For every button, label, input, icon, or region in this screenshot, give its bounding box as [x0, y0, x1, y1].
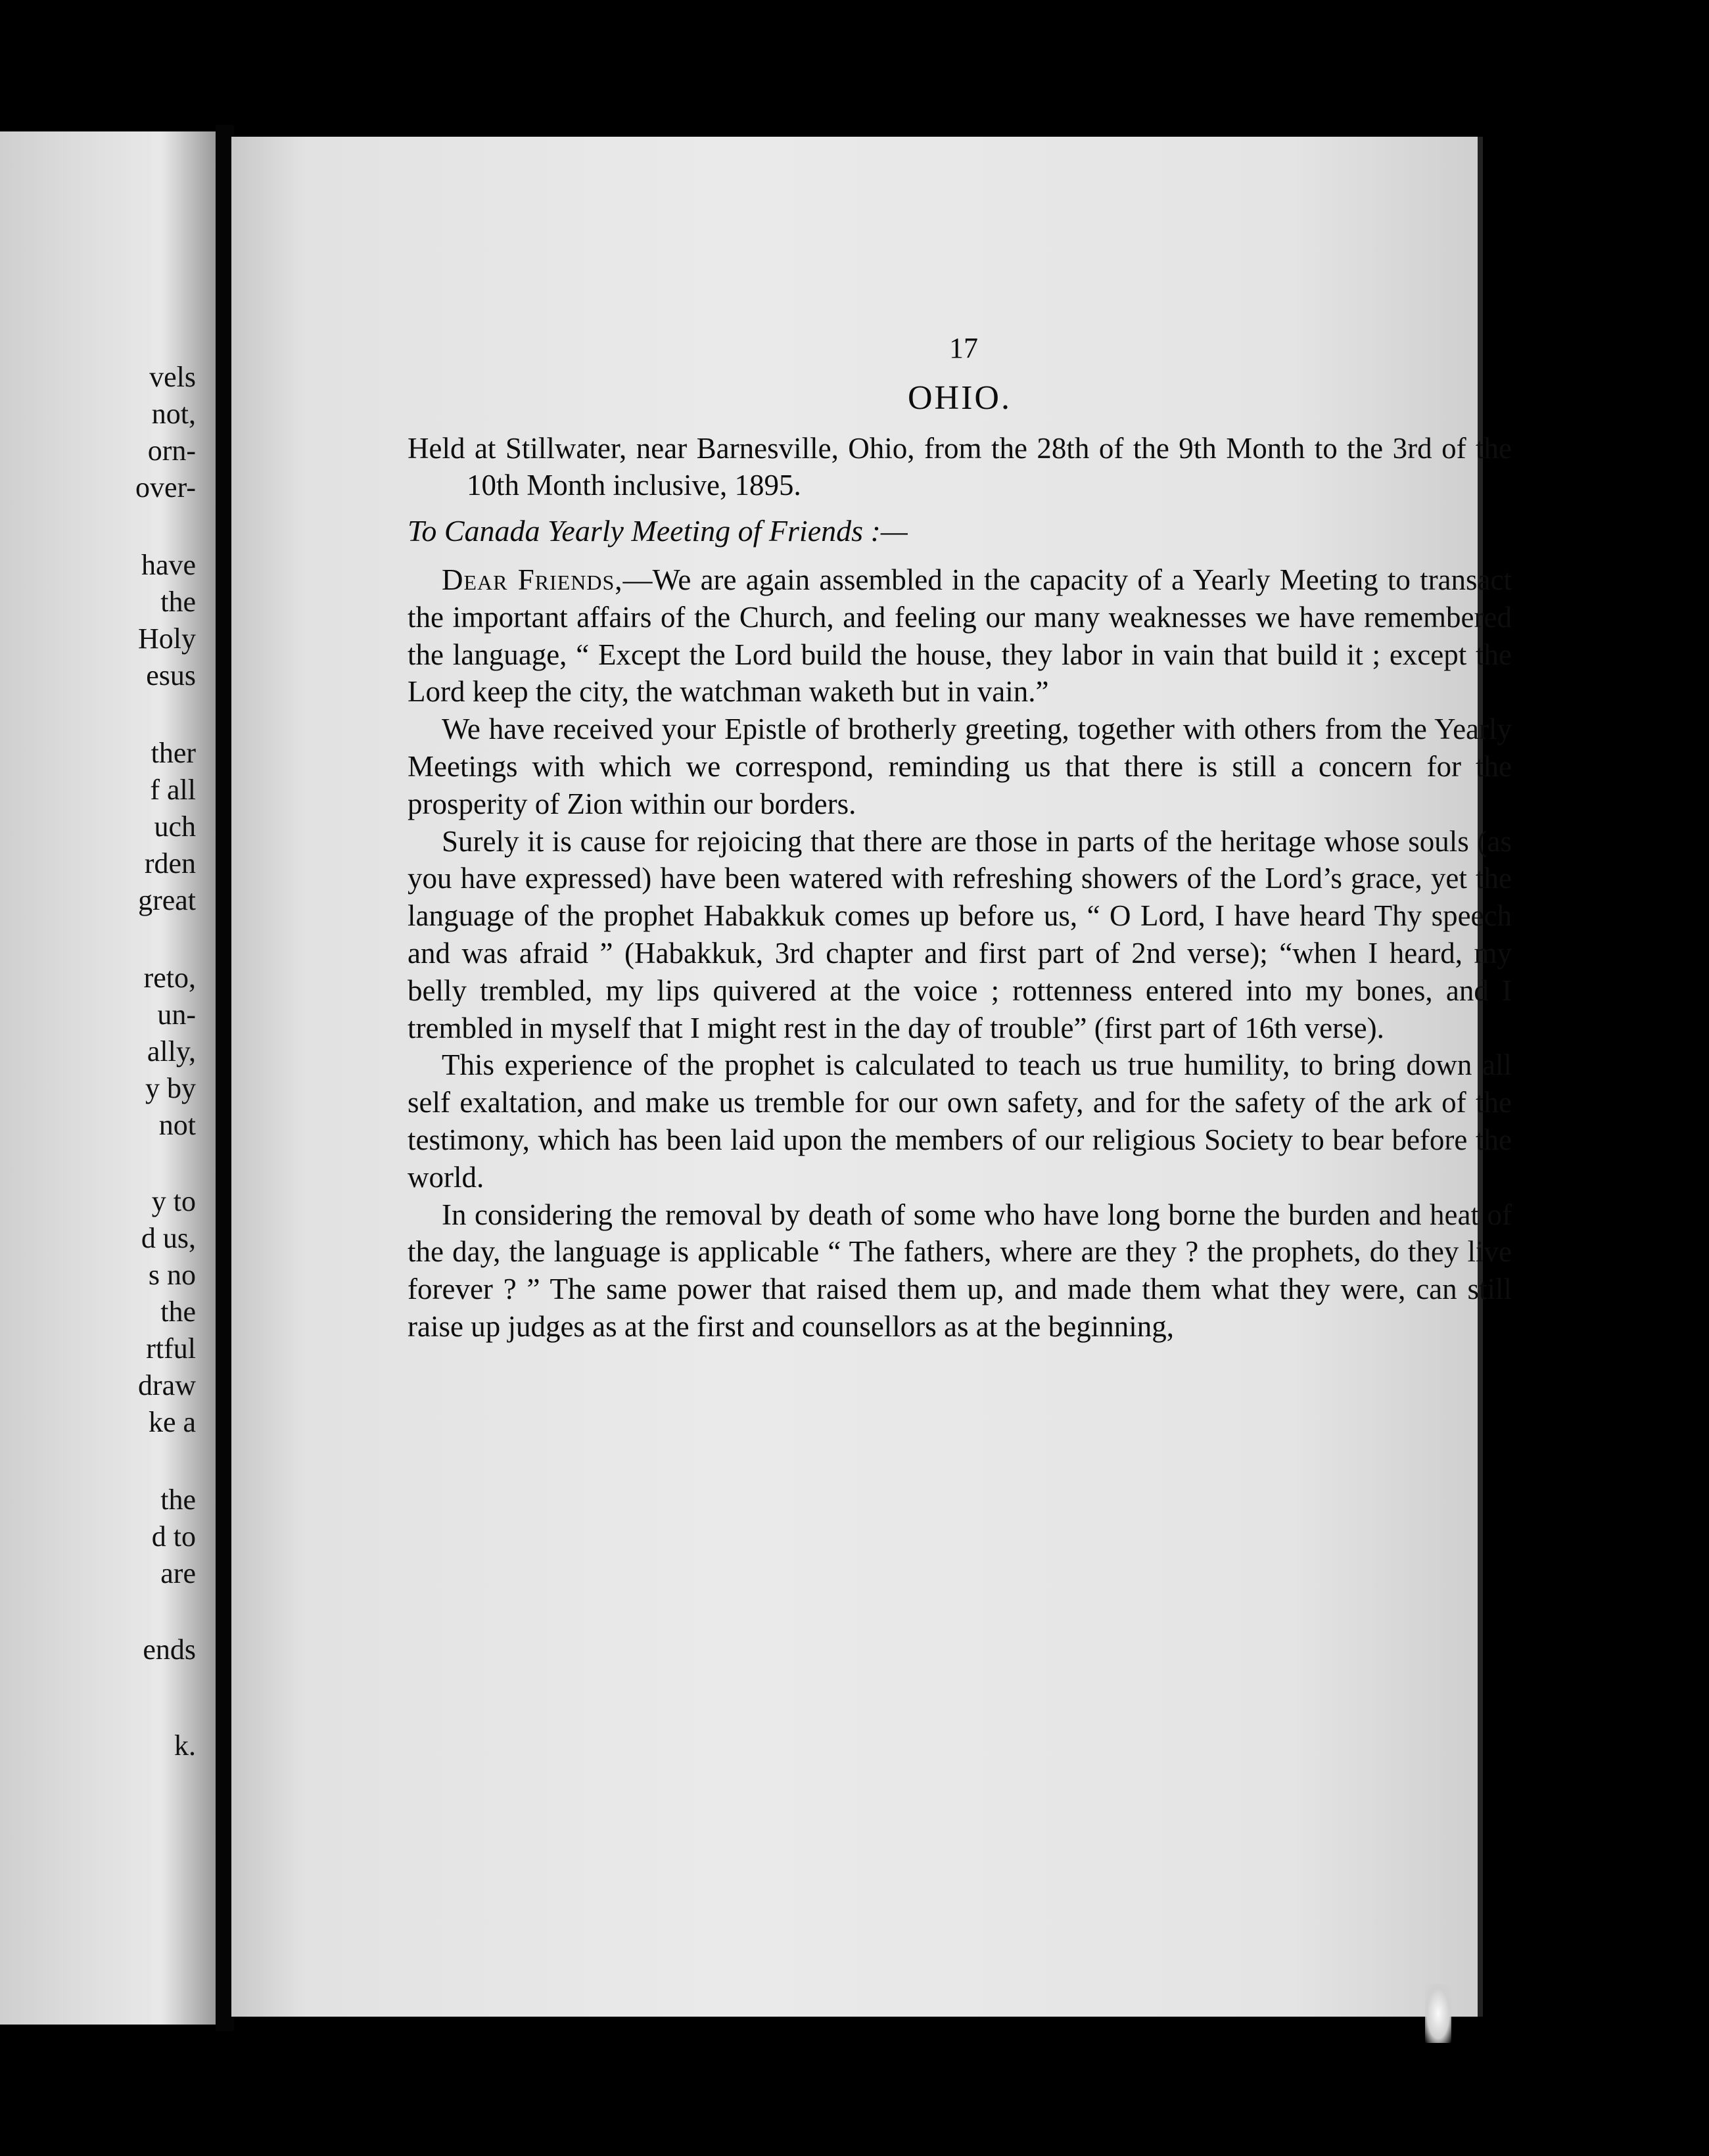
paragraph: Surely it is cause for rejoicing that there are those in parts of the heritage whose souls (as you have expressed) have been watered with refreshing showers of the Lord’s grace, yet the language of the prophet Habakkuk comes up before us, “ O Lord, I have heard Thy speech and was afraid ” (Habakkuk, 3rd chapter and first part of 2nd verse); “when I heard, my belly trembled, my lips quivered at the voice ; rottenness entered into my bones, and I trembled in myself that I might rest in the day of trouble” (first part of 16th verse).: [408, 824, 1512, 1044]
left-page-fragment: reto,: [143, 962, 196, 994]
left-page-fragment: y by: [145, 1072, 196, 1104]
paper-stain: [1425, 1984, 1451, 2043]
left-page-fragment: s no: [148, 1259, 196, 1291]
left-page-fragment: are: [160, 1557, 196, 1589]
left-page-fragment: vels: [149, 361, 196, 393]
right-page: [231, 137, 1512, 2017]
left-page-fragment: ke a: [148, 1406, 196, 1438]
page-content: [408, 334, 1512, 1346]
left-page-edge: [0, 131, 216, 2025]
left-page-fragment: f all: [150, 774, 196, 806]
left-page-fragment: the: [160, 1296, 196, 1328]
paragraph: [408, 561, 1512, 711]
left-page-fragment: rtful: [146, 1332, 196, 1365]
left-page-fragment: over-: [135, 471, 196, 504]
paragraph-text: —We are again assembled in the capacity of a Yearly Meeting to transact the important affairs of the Church, and feeling our many weaknesses we have remembered the language, “ Except the Lord build the house, they labor in vain that build it ; except the Lord keep the city, the watchman waketh but in vain.”: [408, 563, 1512, 709]
left-page-fragment: y to: [151, 1185, 196, 1217]
left-page-fragment: rden: [144, 847, 196, 879]
left-page-fragment: d to: [151, 1520, 196, 1553]
page-number: 17: [949, 332, 978, 364]
left-page-fragment: great: [138, 884, 196, 916]
left-page-fragment: k.: [174, 1729, 196, 1762]
left-page-fragment: orn-: [147, 434, 196, 467]
salutation: Dear Friends,: [442, 563, 623, 596]
left-page-fragment: the: [160, 1484, 196, 1516]
left-page-fragment: not,: [151, 398, 196, 430]
left-page-fragment: ends: [143, 1633, 196, 1666]
left-page-fragment: not: [158, 1109, 196, 1141]
left-page-fragment: have: [141, 549, 196, 581]
section-heading: OHIO.: [908, 379, 1012, 417]
meeting-info: Held at Stillwater, near Barnesville, Ohio, from the 28th of the 9th Month to the 3rd of the 10th Month inclusive, 1895.: [408, 432, 1512, 502]
left-page-fragment: un-: [157, 998, 196, 1031]
left-page-fragment: esus: [146, 659, 196, 691]
left-page-fragment: Holy: [138, 622, 196, 655]
left-page-fragment: ther: [151, 737, 196, 769]
paragraph: We have received your Epistle of brotherly greeting, together with others from the Yearly Meetings with which we correspond, reminding us that there is still a concern for the prosperity of Zion within our borders.: [408, 713, 1512, 820]
left-page-fragment: draw: [138, 1369, 196, 1401]
paragraph: In considering the removal by death of some who have long borne the burden and heat of the day, the language is applicable “ The fathers, where are they ? the prophets, do they live forever ? ” The same power that raised them up, and made them what they were, can still raise up judges as at the first and counsellors as at the beginning,: [408, 1198, 1512, 1343]
paragraph: This experience of the prophet is calculated to teach us true humility, to bring down all self exaltation, and make us tremble for our own safety, and for the safety of the ark of the testimony, which has been laid upon the members of our religious Society to bear before the world.: [408, 1048, 1512, 1194]
left-page-fragment: d us,: [141, 1222, 196, 1254]
left-page-fragment: the: [160, 586, 196, 618]
left-page-fragment: uch: [154, 810, 196, 843]
epistle-address: To Canada Yearly Meeting of Friends :—: [408, 514, 908, 548]
left-page-fragment: ally,: [147, 1035, 196, 1067]
